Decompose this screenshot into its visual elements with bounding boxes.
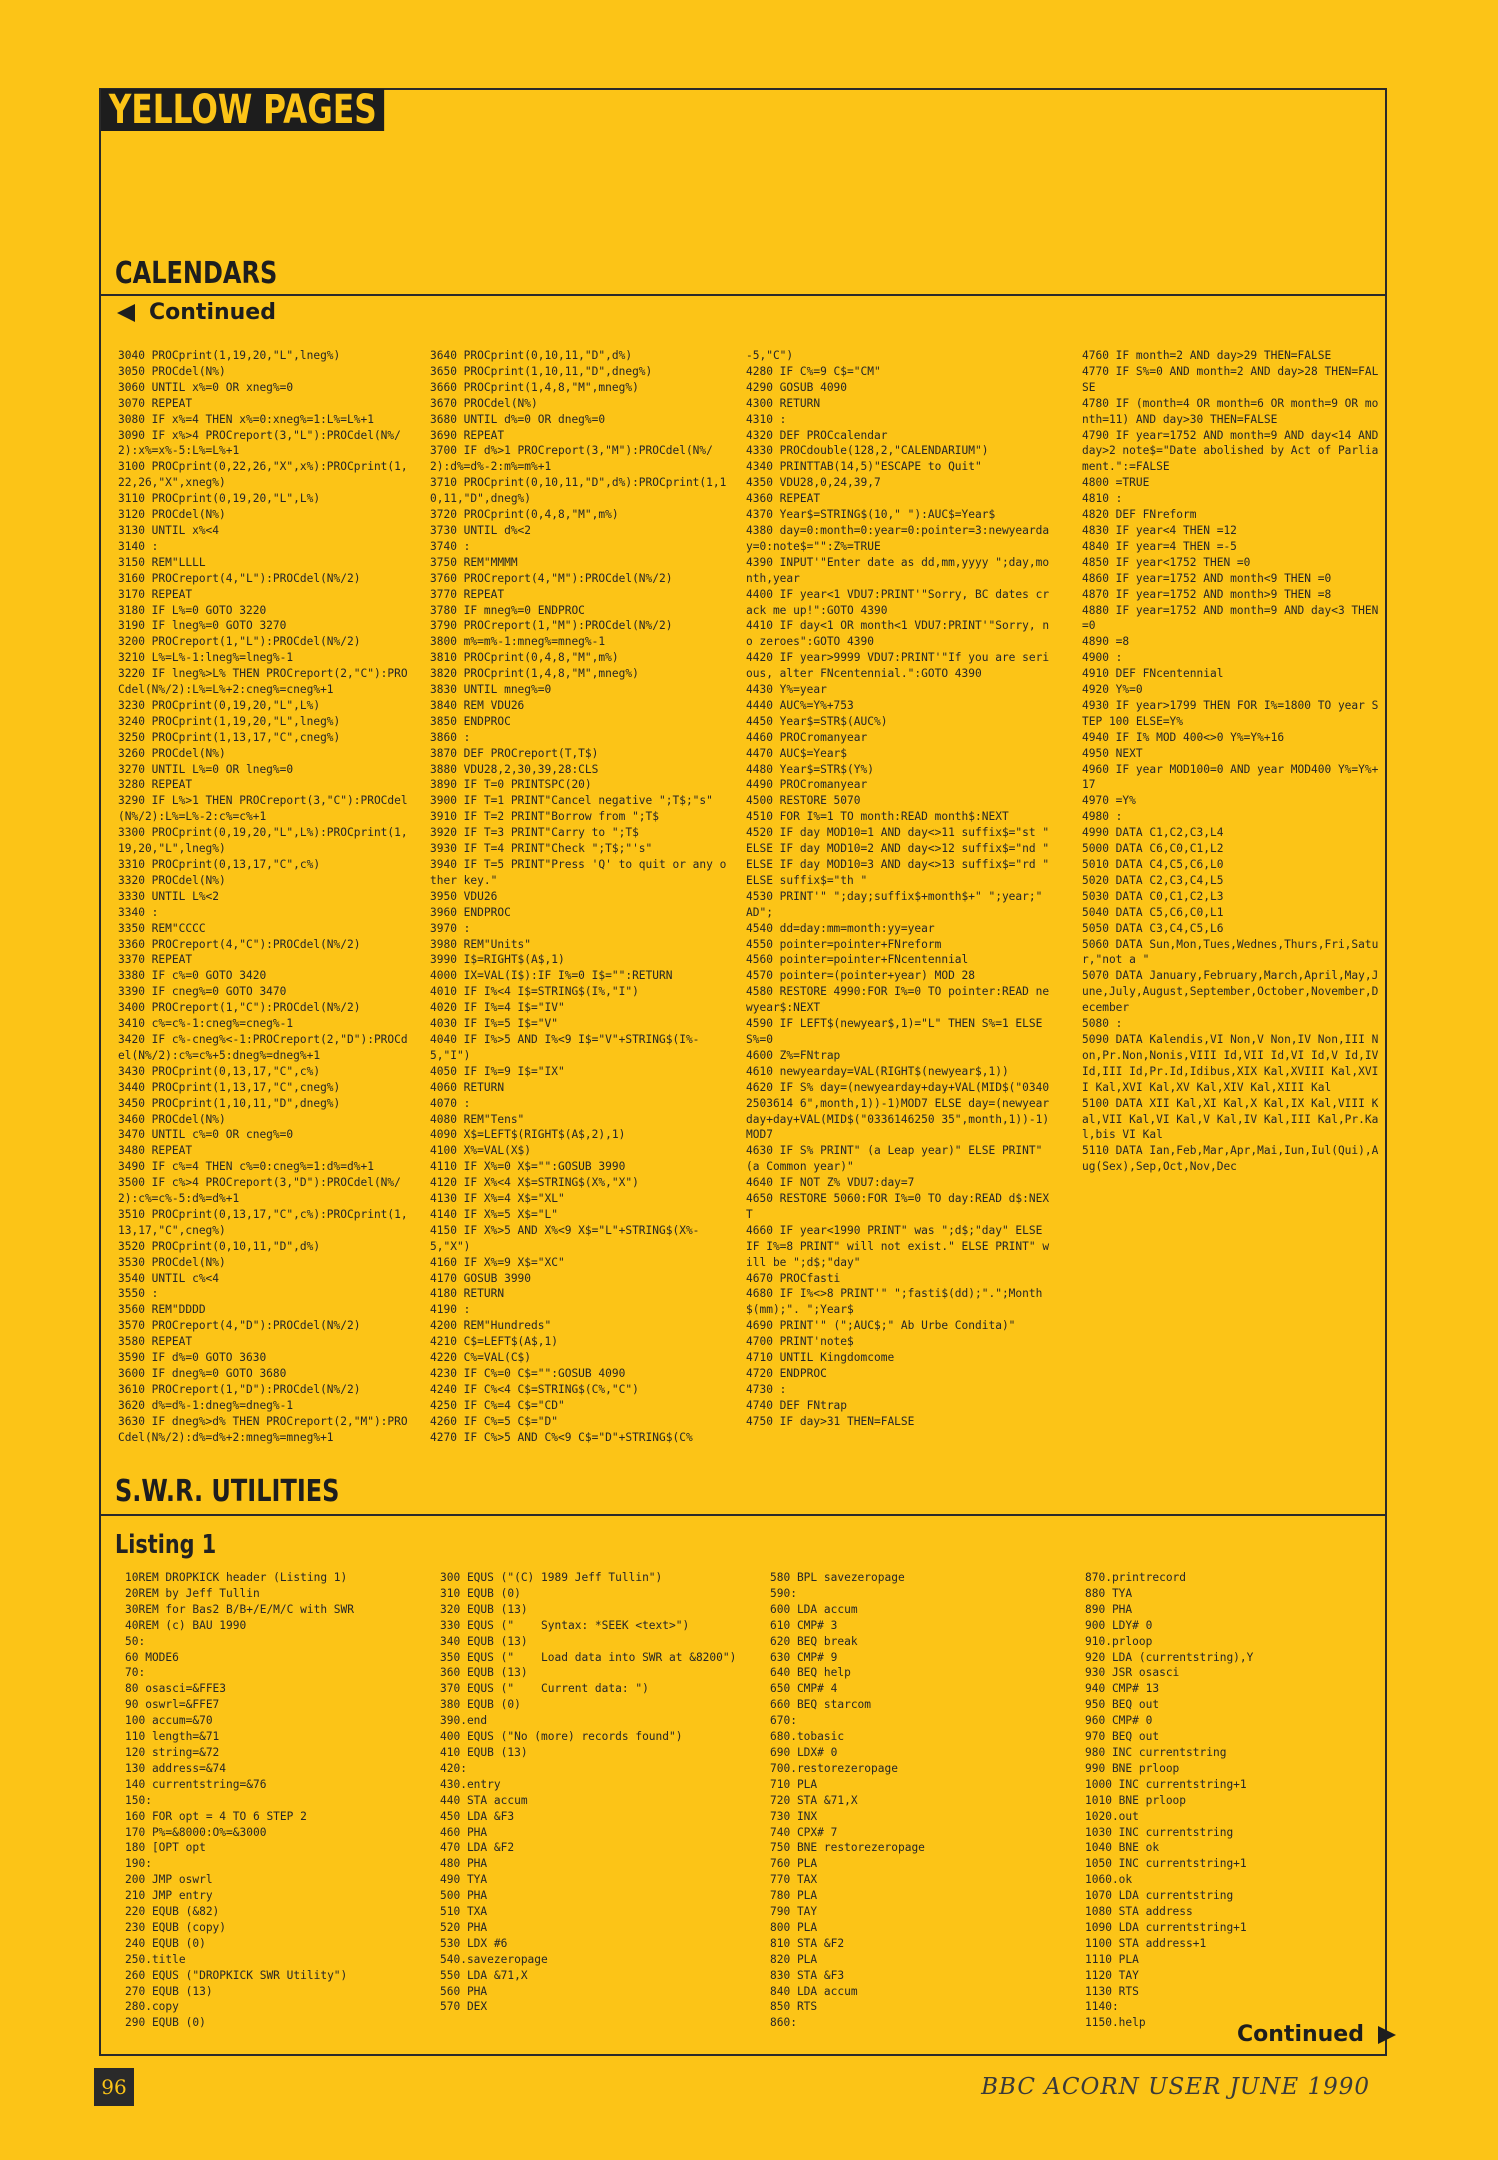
calendars-code-column-1: 3040 PROCprint(1,19,20,"L",lneg%) 3050 PROCdel(N%) 3060 UNTIL x%=0 OR xneg%=0 3070 REPEAT 3080 IF x%=4 THEN x%=0:xneg%=1:L%=L%+1 3090 IF x%>4 PROCreport(3,"L"):PROCdel(N%/2):x%=x%-5:L%=L%+1 3100 PROCprint(0,22,26,"X",x%):PROCprint(1,22,26,"X",xneg%) 3110 PROCprint(0,19,20,"L",L%) 3120 PROCdel(N%) 3130 UNTIL x%<4 3140 : 3150 REM"LLLL 3160 PROCreport(4,"L"):PROCdel(N%/2) 3170 REPEAT 3180 IF L%=0 GOTO 3220 3190 IF lneg%=0 GOTO 3270 3200 PROCreport(1,"L"):PROCdel(N%/2) 3210 L%=L%-1:lneg%=lneg%-1 3220 IF lneg%>L% THEN PROCreport(2,"C"):PROCdel(N%/2):L%=L%+2:cneg%=cneg%+1 3230 PROCprint(0,19,20,"L",L%) 3240 PROCprint(1,19,20,"L",lneg%) 3250 PROCprint(1,13,17,"C",cneg%) 3260 PROCdel(N%) 3270 UNTIL L%=0 OR lneg%=0 3280 REPEAT 3290 IF L%>1 THEN PROCreport(3,"C"):PROCdel(N%/2):L%=L%-2:c%=c%+1 3300 PROCprint(0,19,20,"L",L%):PROCprint(1,19,20,"L",lneg%) 3310 PROCprint(0,13,17,"C",c%) 3320 PROCdel(N%) 3330 UNTIL L%<2 3340 : 3350 REM"CCCC 3360 PROCreport(4,"C"):PROCdel(N%/2) 3370 REPEAT 3380 IF c%=0 GOTO 3420 3390 IF cneg%=0 GOTO 3470 3400 PROCreport(1,"C"):PROCdel(N%/2) 3410 c%=c%-1:cneg%=cneg%-1 3420 IF c%-cneg%<-1:PROCreport(2,"D"):PROCdel(N%/2):c%=c%+5:dneg%=dneg%+1 3430 PROCprint(0,13,17,"C",c%) 3440 PROCprint(1,13,17,"C",cneg%) 3450 PROCprint(1,10,11,"D",dneg%) 3460 PROCdel(N%) 3470 UNTIL c%=0 OR cneg%=0 3480 REPEAT 3490 IF c%=4 THEN c%=0:cneg%=1:d%=d%+1 3500 IF c%>4 PROCreport(3,"D"):PROCdel(N%/2):c%=c%-5:d%=d%+1 3510 PROCprint(0,13,17,"C",c%):PROCprint(1,13,17,"C",cneg%) 3520 PROCprint(0,10,11,"D",d%) 3530 PROCdel(N%) 3540 UNTIL c%<4 3550 : 3560 REM"DDDD 3570 PROCreport(4,"D"):PROCdel(N%/2) 3580 REPEAT 3590 IF d%=0 GOTO 3630 3600 IF dneg%=0 GOTO 3680 3610 PROCreport(1,"D"):PROCdel(N%/2) 3620 d%=d%-1:dneg%=dneg%-1 3630 IF dneg%>d% THEN PROCreport(2,"M"):PROCdel(N%/2):d%=d%+2:mneg%=mneg%+1 bbox=[118, 349, 408, 1444]
swr-code-column-2: 300 EQUS ("(C) 1989 Jeff Tullin") 310 EQUB (0) 320 EQUB (13) 330 EQUS (" Syntax: *SEEK <text>") 340 EQUB (13) 350 EQUS (" Load data into SWR at &8200") 360 EQUB (13) 370 EQUS (" Current data: ") 380 EQUB (0) 390.end 400 EQUS ("No (more) records found") 410 EQUB (13) 420: 430.entry 440 STA accum 450 LDA &F3 460 PHA 470 LDA &F2 480 PHA 490 TYA 500 PHA 510 TXA 520 PHA 530 LDX #6 540.savezeropage 550 LDA &71,X 560 PHA 570 DEX bbox=[440, 1571, 737, 2014]
listing-title: Listing 1 bbox=[115, 1530, 217, 1560]
calendars-heading: CALENDARS bbox=[115, 256, 278, 291]
swr-continued bbox=[1237, 2022, 1396, 2047]
calendars-code-column-3: -5,"C") 4280 IF C%=9 C$="CM" 4290 GOSUB 4090 4300 RETURN 4310 : 4320 DEF PROCcalendar 4330 PROCdouble(128,2,"CALENDARIUM") 4340 PRINTTAB(14,5)"ESCAPE to Quit" 4350 VDU28,0,24,39,7 4360 REPEAT 4370 Year$=STRING$(10," "):AUC$=Year$ 4380 day=0:month=0:year=0:pointer=3:newyearday=0:note$="":Z%=TRUE 4390 INPUT'"Enter date as dd,mm,yyyy ";day,month,year 4400 IF year<1 VDU7:PRINT'"Sorry, BC dates crack me up!":GOTO 4390 4410 IF day<1 OR month<1 VDU7:PRINT'"Sorry, no zeroes":GOTO 4390 4420 IF year>9999 VDU7:PRINT'"If you are serious, alter FNcentennial.":GOTO 4390 4430 Y%=year 4440 AUC%=Y%+753 4450 Year$=STR$(AUC%) 4460 PROCromanyear 4470 AUC$=Year$ 4480 Year$=STR$(Y%) 4490 PROCromanyear 4500 RESTORE 5070 4510 FOR I%=1 TO month:READ month$:NEXT 4520 IF day MOD10=1 AND day<>11 suffix$="st " ELSE IF day MOD10=2 AND day<>12 suffix$="nd " ELSE IF day MOD10=3 AND day<>13 suffix$="rd " ELSE suffix$="th " 4530 PRINT'" ";day;suffix$+month$+" ";year;" AD"; 4540 dd=day:mm=month:yy=year 4550 pointer=pointer+FNreform 4560 pointer=pointer+FNcentennial 4570 pointer=(pointer+year) MOD 28 4580 RESTORE 4990:FOR I%=0 TO pointer:READ newyear$:NEXT 4590 IF LEFT$(newyear$,1)="L" THEN S%=1 ELSE S%=0 4600 Z%=FNtrap 4610 newyearday=VAL(RIGHT$(newyear$,1)) 4620 IF S% day=(newyearday+day+VAL(MID$("03402503614 6",month,1))-1)MOD7 ELSE day=(newyearday+day+VAL(MID$("0336146250 35",month,1))-1)MOD7 4630 IF S% PRINT" (a Leap year)" ELSE PRINT" (a Common year)" 4640 IF NOT Z% VDU7:day=7 4650 RESTORE 5060:FOR I%=0 TO day:READ d$:NEXT 4660 IF year<1990 PRINT" was ";d$;"day" ELSE IF I%=8 PRINT" will not exist." ELSE PRINT" will be ";d$;"day" 4670 PROCfasti 4680 IF I%<>8 PRINT'" ";fasti$(dd);".";Month$(mm);". ";Year$ 4690 PRINT'" (";AUC$;" Ab Urbe Condita)" 4700 PRINT'note$ 4710 UNTIL Kingdomcome 4720 ENDPROC 4730 : 4740 DEF FNtrap 4750 IF day>31 THEN=FALSE bbox=[746, 349, 1050, 1428]
arrow-right-icon bbox=[1378, 2026, 1396, 2044]
swr-heading: S.W.R. UTILITIES bbox=[115, 1474, 340, 1509]
swr-rule bbox=[99, 1514, 1387, 1516]
magazine-footer: BBC ACORN USER JUNE 1990 bbox=[981, 2074, 1370, 2100]
swr-code-column-3: 580 BPL savezeropage 590: 600 LDA accum 610 CMP# 3 620 BEQ break 630 CMP# 9 640 BEQ help 650 CMP# 4 660 BEQ starcom 670: 680.tobasic 690 LDX# 0 700.restorezeropage 710 PLA 720 STA &71,X 730 INX 740 CPX# 7 750 BNE restorezeropage 760 PLA 770 TAX 780 PLA 790 TAY 800 PLA 810 STA &F2 820 PLA 830 STA &F3 840 LDA accum 850 RTS 860: bbox=[770, 1571, 925, 2030]
arrow-left-icon bbox=[117, 304, 135, 322]
swr-code-column-4: 870.printrecord 880 TYA 890 PHA 900 LDY# 0 910.prloop 920 LDA (currentstring),Y 930 JSR osasci 940 CMP# 13 950 BEQ out 960 CMP# 0 970 BEQ out 980 INC currentstring 990 BNE prloop 1000 INC currentstring+1 1010 BNE prloop 1020.out 1030 INC currentstring 1040 BNE ok 1050 INC currentstring+1 1060.ok 1070 LDA currentstring 1080 STA address 1090 LDA currentstring+1 1100 STA address+1 1110 PLA 1120 TAY 1130 RTS 1140: 1150.help bbox=[1085, 1571, 1254, 2030]
page-number: 96 bbox=[94, 2068, 134, 2106]
calendars-continued bbox=[117, 300, 276, 325]
calendars-continued-label: Continued bbox=[149, 300, 276, 325]
calendars-rule bbox=[99, 294, 1387, 296]
swr-code-column-1: 10REM DROPKICK header (Listing 1) 20REM by Jeff Tullin 30REM for Bas2 B/B+/E/M/C with SWR 40REM (c) BAU 1990 50: 60 MODE6 70: 80 osasci=&FFE3 90 oswrl=&FFE7 100 accum=&70 110 length=&71 120 string=&72 130 address=&74 140 currentstring=&76 150: 160 FOR opt = 4 TO 6 STEP 2 170 P%=&8000:O%=&3000 180 [OPT opt 190: 200 JMP oswrl 210 JMP entry 220 EQUB (&82) 230 EQUB (copy) 240 EQUB (0) 250.title 260 EQUS ("DROPKICK SWR Utility") 270 EQUB (13) 280.copy 290 EQUB (0) bbox=[125, 1571, 355, 2030]
calendars-code-column-2: 3640 PROCprint(0,10,11,"D",d%) 3650 PROCprint(1,10,11,"D",dneg%) 3660 PROCprint(1,4,8,"M",mneg%) 3670 PROCdel(N%) 3680 UNTIL d%=0 OR dneg%=0 3690 REPEAT 3700 IF d%>1 PROCreport(3,"M"):PROCdel(N%/2):d%=d%-2:m%=m%+1 3710 PROCprint(0,10,11,"D",d%):PROCprint(1,10,11,"D",dneg%) 3720 PROCprint(0,4,8,"M",m%) 3730 UNTIL d%<2 3740 : 3750 REM"MMMM 3760 PROCreport(4,"M"):PROCdel(N%/2) 3770 REPEAT 3780 IF mneg%=0 ENDPROC 3790 PROCreport(1,"M"):PROCdel(N%/2) 3800 m%=m%-1:mneg%=mneg%-1 3810 PROCprint(0,4,8,"M",m%) 3820 PROCprint(1,4,8,"M",mneg%) 3830 UNTIL mneg%=0 3840 REM VDU26 3850 ENDPROC 3860 : 3870 DEF PROCreport(T,T$) 3880 VDU28,2,30,39,28:CLS 3890 IF T=0 PRINTSPC(20) 3900 IF T=1 PRINT"Cancel negative ";T$;"s" 3910 IF T=2 PRINT"Borrow from ";T$ 3920 IF T=3 PRINT"Carry to ";T$ 3930 IF T=4 PRINT"Check ";T$;"'s" 3940 IF T=5 PRINT"Press 'Q' to quit or any other key." 3950 VDU26 3960 ENDPROC 3970 : 3980 REM"Units" 3990 I$=RIGHT$(A$,1) 4000 IX=VAL(I$):IF I%=0 I$="":RETURN 4010 IF I%<4 I$=STRING$(I%,"I") 4020 IF I%=4 I$="IV" 4030 IF I%=5 I$="V" 4040 IF I%>5 AND I%<9 I$="V"+STRING$(I%-5,"I") 4050 IF I%=9 I$="IX" 4060 RETURN 4070 : 4080 REM"Tens" 4090 X$=LEFT$(RIGHT$(A$,2),1) 4100 X%=VAL(X$) 4110 IF X%=0 X$="":GOSUB 3990 4120 IF X%<4 X$=STRING$(X%,"X") 4130 IF X%=4 X$="XL" 4140 IF X%=5 X$="L" 4150 IF X%>5 AND X%<9 X$="L"+STRING$(X%-5,"X") 4160 IF X%=9 X$="XC" 4170 GOSUB 3990 4180 RETURN 4190 : 4200 REM"Hundreds" 4210 C$=LEFT$(A$,1) 4220 C%=VAL(C$) 4230 IF C%=0 C$="":GOSUB 4090 4240 IF C%<4 C$=STRING$(C%,"C") 4250 IF C%=4 C$="CD" 4260 IF C%=5 C$="D" 4270 IF C%>5 AND C%<9 C$="D"+STRING$(C% bbox=[430, 349, 727, 1444]
swr-continued-label: Continued bbox=[1237, 2022, 1364, 2047]
calendars-code-column-4: 4760 IF month=2 AND day>29 THEN=FALSE 4770 IF S%=0 AND month=2 AND day>28 THEN=FALSE 4780 IF (month=4 OR month=6 OR month=9 OR month=11) AND day>30 THEN=FALSE 4790 IF year=1752 AND month=9 AND day<14 AND day>2 note$="Date abolished by Act of Parliament.":=FALSE 4800 =TRUE 4810 : 4820 DEF FNreform 4830 IF year<4 THEN =12 4840 IF year=4 THEN =-5 4850 IF year<1752 THEN =0 4860 IF year=1752 AND month<9 THEN =0 4870 IF year=1752 AND month>9 THEN =8 4880 IF year=1752 AND month=9 AND day<3 THEN =0 4890 =8 4900 : 4910 DEF FNcentennial 4920 Y%=0 4930 IF year>1799 THEN FOR I%=1800 TO year STEP 100 ELSE=Y% 4940 IF I% MOD 400<>0 Y%=Y%+16 4950 NEXT 4960 IF year MOD100=0 AND year MOD400 Y%=Y%+17 4970 =Y% 4980 : 4990 DATA C1,C2,C3,L4 5000 DATA C6,C0,C1,L2 5010 DATA C4,C5,C6,L0 5020 DATA C2,C3,C4,L5 5030 DATA C0,C1,C2,L3 5040 DATA C5,C6,C0,L1 5050 DATA C3,C4,C5,L6 5060 DATA Sun,Mon,Tues,Wednes,Thurs,Fri,Satur,"not a " 5070 DATA January,February,March,April,May,June,July,August,September,October,November,December 5080 : 5090 DATA Kalendis,VI Non,V Non,IV Non,III Non,Pr.Non,Nonis,VIII Id,VII Id,VI Id,V Id,IV Id,III Id,Pr.Id,Idibus,XIX Kal,XVIII Kal,XVII Kal,XVI Kal,XV Kal,XIV Kal,XIII Kal 5100 DATA XII Kal,XI Kal,X Kal,IX Kal,VIII Kal,VII Kal,VI Kal,V Kal,IV Kal,III Kal,Pr.Kal,bis VI Kal 5110 DATA Ian,Feb,Mar,Apr,Mai,Iun,Iul(Qui),Aug(Sex),Sep,Oct,Nov,Dec bbox=[1082, 349, 1379, 1174]
masthead: YELLOW PAGES bbox=[101, 89, 385, 131]
